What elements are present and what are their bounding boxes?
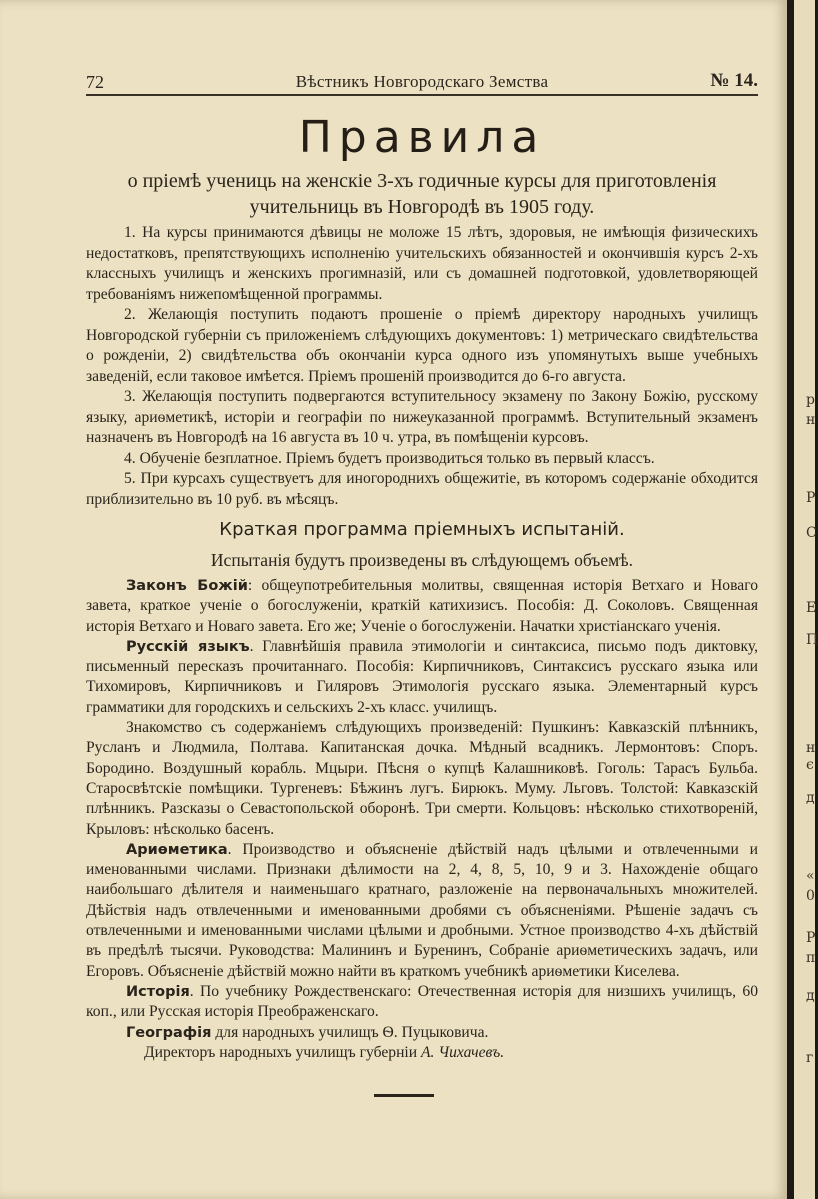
subject-label: Русскій языкъ [126,638,250,655]
fragment: р [806,392,815,408]
journal-title: Вѣстникъ Новгородскаго Земства [295,72,549,91]
program-history [86,982,758,1023]
subject-text: . По учебнику Рождественскаго: Отечественная исторія для низшихъ училищъ, 60 коп., или Русская исторія Преображенскаго. [86,982,758,1021]
running-header [86,70,758,96]
signature-line [86,1043,758,1063]
issue-number: № 14. [710,70,758,91]
rules-section [86,223,758,510]
rule-paragraph: 4. Обученіе безплатное. Пріемъ будетъ производиться только въ первый классъ. [124,449,655,467]
program-russian [86,637,758,718]
program-geography [86,1023,758,1043]
program-section [86,576,758,1063]
document-title: Правила [298,112,546,163]
subject-label: Законъ Божій [126,578,248,594]
fragment: д [806,988,815,1004]
fragment: Р [806,490,816,506]
fragment: « [806,868,815,884]
subject-text: для народныхъ училищъ Ѳ. Пуцыковича. [211,1023,489,1041]
fragment: н [806,740,816,756]
program-title: Краткая программа пріемныхъ испытаній. [219,519,625,540]
signature-text: Директоръ народныхъ училищъ губерніи [144,1043,422,1061]
fragment: н [806,412,816,428]
subject-label: Географія [126,1024,212,1041]
subject-text: . Главнѣйшія правила этимологіи и синтаксиса, письмо подъ диктовку, письменный пересказъ прочитаннаго. Пособія: Кирпичниковъ, Синтаксисъ русскаго языка или Тихомировъ, Кирпичниковъ и Гиляровъ Этимологія русскаго языка. Элементарный курсъ грамматики для городскихъ и сельскихъ 2-хъ класс. училищъ. [86,637,759,716]
document-subtitle: о пріемѣ учениць на женскіе 3-хъ годичные курсы для приготовленія учительниць въ Новгородѣ въ 1905 году. [127,170,717,218]
fragment: д [806,790,815,806]
program-subtitle: Испытанія будутъ произведены въ слѣдующемъ объемѣ. [210,550,634,570]
adjacent-page-edge [794,0,818,1199]
signature-name: А. Чихачевъ. [421,1043,505,1061]
subject-text: . Производство и объясненіе дѣйствій надъ цѣлыми и отвлеченными и именованными числами. Признаки дѣлимости на 2, 4, 8, 5, 10, 9 и 3. Нахожденіе общаго наибольшаго дѣлителя и наименьшаго кратнаго, разложеніе на первоначальныхъ множителей. Дѣйствія надъ отвлеченными и именованными дробями съ объясненіями. Рѣшеніе задачъ съ отвлеченными и именованными числами цѣлыми и дробными. Устное производство 4-хъ дѣйствій въ предѣлѣ тысячи. Руководства: Малининъ и Буренинъ, Собраніе ариѳметическихъ задачъ, или Егоровъ. Объясненіе дѣйствій можно найти въ краткомъ учебникѣ ариѳметики Киселева. [86,840,758,980]
fragment: г [806,1050,814,1066]
fragment: Р [806,930,816,946]
rule-paragraph: 5. При курсахъ существуетъ для иногороднихъ общежитіе, въ которомъ содержаніе обходится приблизительно въ 10 руб. въ мѣсяцъ. [86,470,758,508]
fragment: 0 [806,888,815,904]
subject-text: : общеупотребительныя молитвы, священная исторія Ветхаго и Новаго завета, краткое ученіе о богослуженіи, краткій катихизисъ. Пособія: Д. Соколовъ. Священная исторія Ветхаго и Новаго завета. Его же; Ученіе о богослуженіи. Начатки христіанскаго ученія. [86,577,758,635]
page-number: 72 [86,72,104,92]
fragment: п [806,950,816,966]
fragment: є [806,757,814,773]
rule-paragraph: 2. Желающія поступить подаютъ прошеніе о пріемѣ директору народныхъ училищъ Новгородской губерніи съ приложеніемъ слѣдующихъ документовъ: 1) метрическаго свидѣтельства о рожденіи, 2) свидѣтельства объ окончаніи курса одного изъ упомянутыхъ выше учебныхъ заведеній, если таковое имѣется. Пріемъ прошеній производится до 6-го августа. [86,306,758,385]
fragment: Е [806,600,817,616]
closing-divider [374,1094,434,1097]
rule-paragraph: 3. Желающія поступить подвергаются вступительносу экзамену по Закону Божію, русскому языку, ариѳметикѣ, исторіи и географіи по нижеуказанной программѣ. Вступительный экзаменъ назначенъ въ Новгородѣ на 16 августа въ 10 ч. утра, въ помѣщеніи курсовъ. [86,388,758,446]
program-works: Знакомство съ содержаніемъ слѣдующихъ произведеній: Пушкинъ: Кавказскій плѣнникъ, Русланъ и Людмила, Полтава. Капитанская дочка. Мѣдный всадникъ. Лермонтовъ: Споръ. Бородино. Воздушный корабль. Мцыри. Пѣсня о купцѣ Калашниковѣ. Гоголь: Тарасъ Бульба. Старосвѣтскіе помѣщики. Тургеневъ: Бѣжинъ лугъ. Бирюкъ. Муму. Льговъ. Толстой: Кавказскій плѣнникъ. Разсказы о Севастопольской оборонѣ. Три смерти. Кольцовъ: нѣсколько стихотвореній, Крыловъ: нѣсколько басенъ. [86,719,758,838]
program-arithmetic [86,840,758,982]
program-law [86,576,758,637]
fragment: С [806,525,817,541]
subject-label: Ариѳметика [126,841,228,858]
subject-label: Исторія [126,983,190,1000]
fragment: П [806,632,818,648]
rule-paragraph: 1. На курсы принимаются дѣвицы не моложе 15 лѣтъ, здоровыя, не имѣющія физическихъ недостатковъ, препятствующихъ исполненію учительскихъ обязанностей и окончившія курсъ 2-хъ классныхъ училищъ и женскихъ прогимназій, или съ домашней подготовкой, удовлетворяющей требованіямъ нижепомѣщенной программы. [86,224,758,303]
